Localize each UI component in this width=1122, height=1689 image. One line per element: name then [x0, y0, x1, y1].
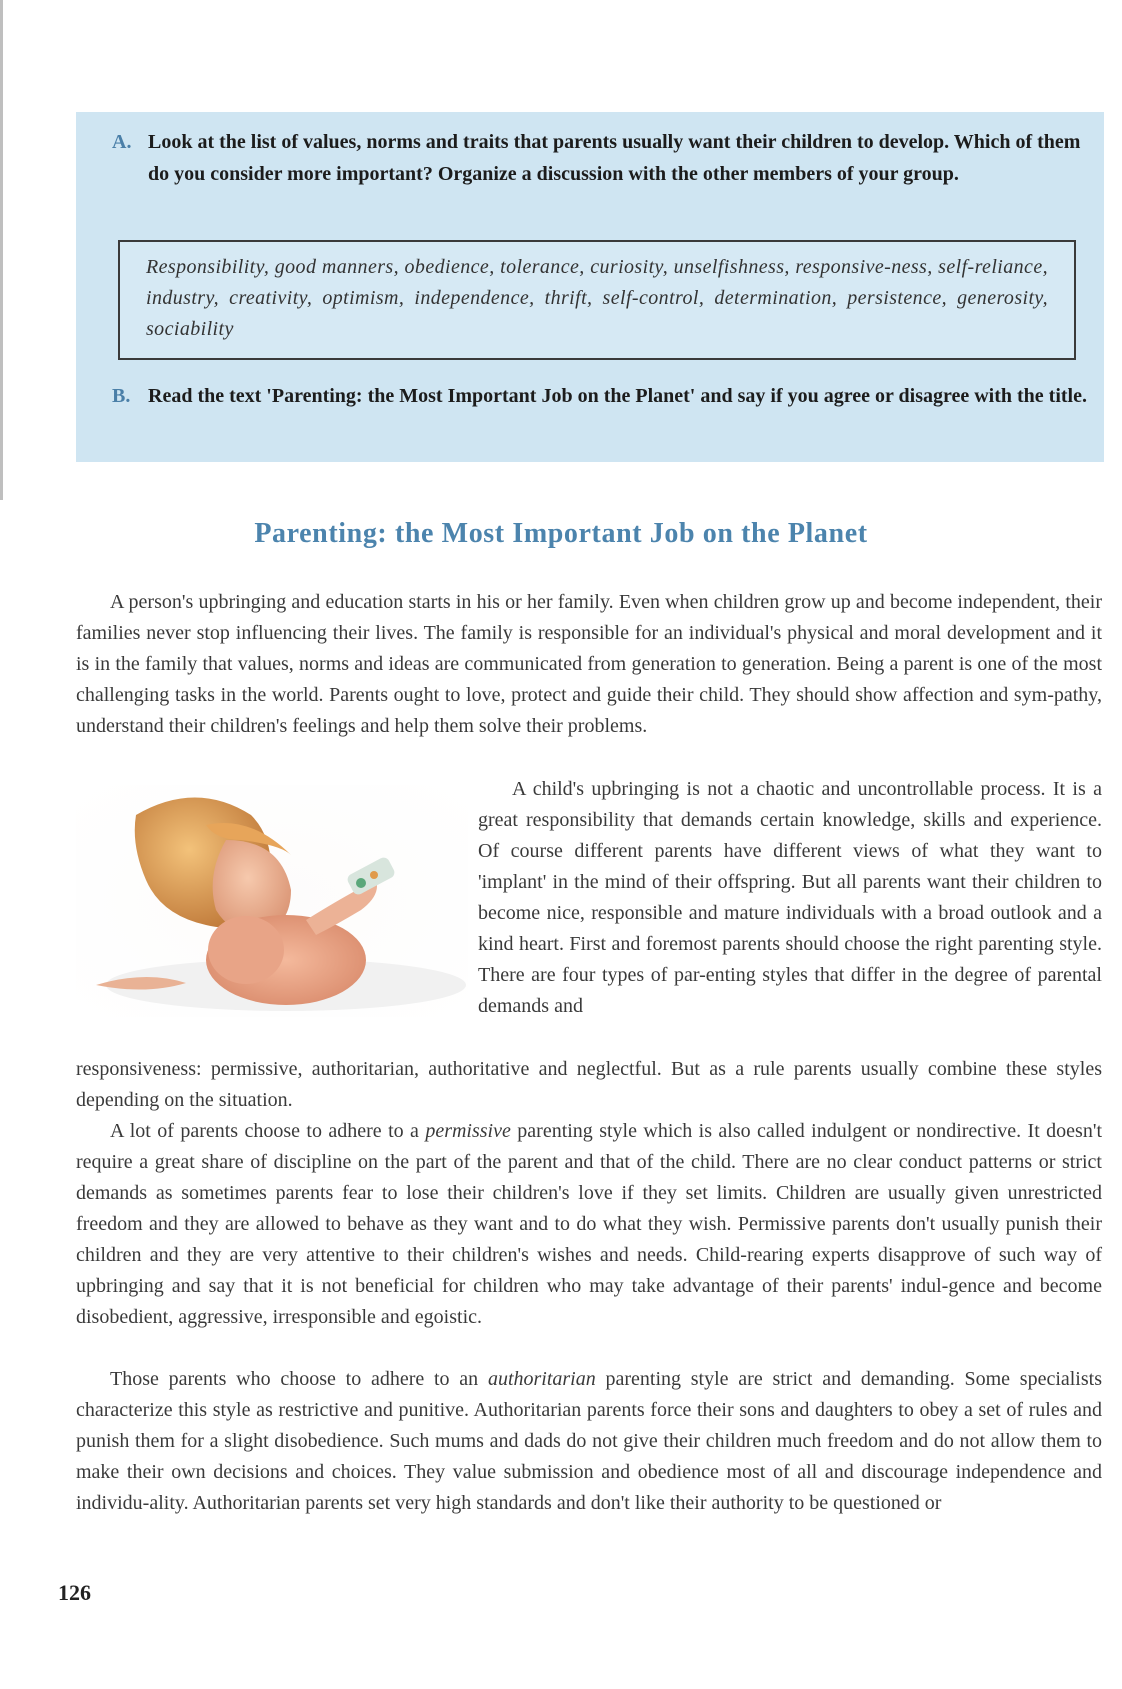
article-paragraph-3 — [76, 1116, 1102, 1333]
article-paragraph-2 — [478, 774, 1102, 1022]
paragraph-1-text: A person's upbringing and education starts in his or her family. Even when children grow up and become independent, their families never stop influencing their lives. The family is responsible for an individual's physical and moral development and it is in the family that values, norms and ideas are communicated from generation to generation. Being a parent is one of the most challenging tasks in the world. Parents ought to love, protect and guide their child. They should show affection and sym-pathy, understand their children's feelings and help them solve their problems. — [76, 591, 1102, 737]
paragraph-3-lead: A lot of parents choose to adhere to a — [110, 1120, 426, 1142]
article-paragraph-4 — [76, 1364, 1102, 1519]
values-list-box: Responsibility, good manners, obedience, tolerance, curiosity, unselfishness, responsive-ness, self-reliance, industry, creativity, optimism, independence, thrift, self-control, determination, persistence, generosity, sociability — [118, 240, 1076, 360]
page-number: 126 — [58, 1580, 91, 1605]
term-permissive: permissive — [425, 1120, 511, 1142]
task-a — [112, 126, 1087, 190]
term-authoritarian: authoritarian — [487, 1368, 596, 1390]
task-panel — [76, 112, 1104, 462]
article-paragraph-2-continued: responsiveness: permissive, authoritarian, authoritative and neglectful. But as a rule parents usually combine these styles depending on the situation. — [76, 1058, 1102, 1111]
page-edge-rule — [0, 0, 3, 500]
photo-child-with-baby — [76, 785, 468, 1017]
paragraph-3-rest: parenting style which is also called indulgent or nondirective. It doesn't require a great share of discipline on the part of the parent and that of the child. There are no clear conduct patterns or strict demands as sometimes parents fear to lose their children's love if they set limits. Children are usually given unrestricted freedom and they are allowed to behave as they want and to do what they wish. Permissive parents don't usually punish their children and they are very attentive to their children's wishes and needs. Child-rearing experts disapprove of such way of upbringing and say that it is not beneficial for children who may take advantage of their parents' indul-gence and become disobedient, aggressive, irresponsible and egoistic. — [76, 1120, 1103, 1328]
task-a-text: Look at the list of values, norms and traits that parents usually want their children to develop. Which of them do you consider more important? Organize a discussion with the other members of your group. — [148, 131, 1081, 185]
task-b — [112, 380, 1087, 412]
article-paragraph-1 — [76, 587, 1102, 742]
paragraph-2-text: A child's upbringing is not a chaotic and uncontrollable process. It is a great responsibility that demands certain knowledge, skills and experience. Of course different parents have different views of what they want to 'implant' in the mind of their offspring. But all parents want their children to become nice, responsible and mature individuals with a broad outlook and a kind heart. First and foremost parents should choose the right parenting style. There are four types of par-enting styles that differ in the degree of parental demands and — [478, 778, 1102, 1017]
task-b-letter: B. — [112, 385, 131, 407]
paragraph-4-lead: Those parents who choose to adhere to an — [110, 1368, 488, 1390]
paragraph-4-rest: parenting style are strict and demanding. Some specialists characterize this style as restrictive and punitive. Authoritarian parents force their sons and daughters to obey a set of rules and punish them for a slight disobedience. Such mums and dads do not give their children much freedom and do not allow them to make their own decisions and choices. They value submission and obedience most of all and discourage independence and individu-ality. Authoritarian parents set very high standards and don't like their authority to be questioned or — [76, 1368, 1102, 1514]
task-b-text: Read the text 'Parenting: the Most Important Job on the Planet' and say if you agree or disagree with the title. — [148, 385, 1087, 407]
task-a-letter: A. — [112, 131, 132, 153]
article-title: Parenting: the Most Important Job on the Planet — [254, 518, 868, 549]
